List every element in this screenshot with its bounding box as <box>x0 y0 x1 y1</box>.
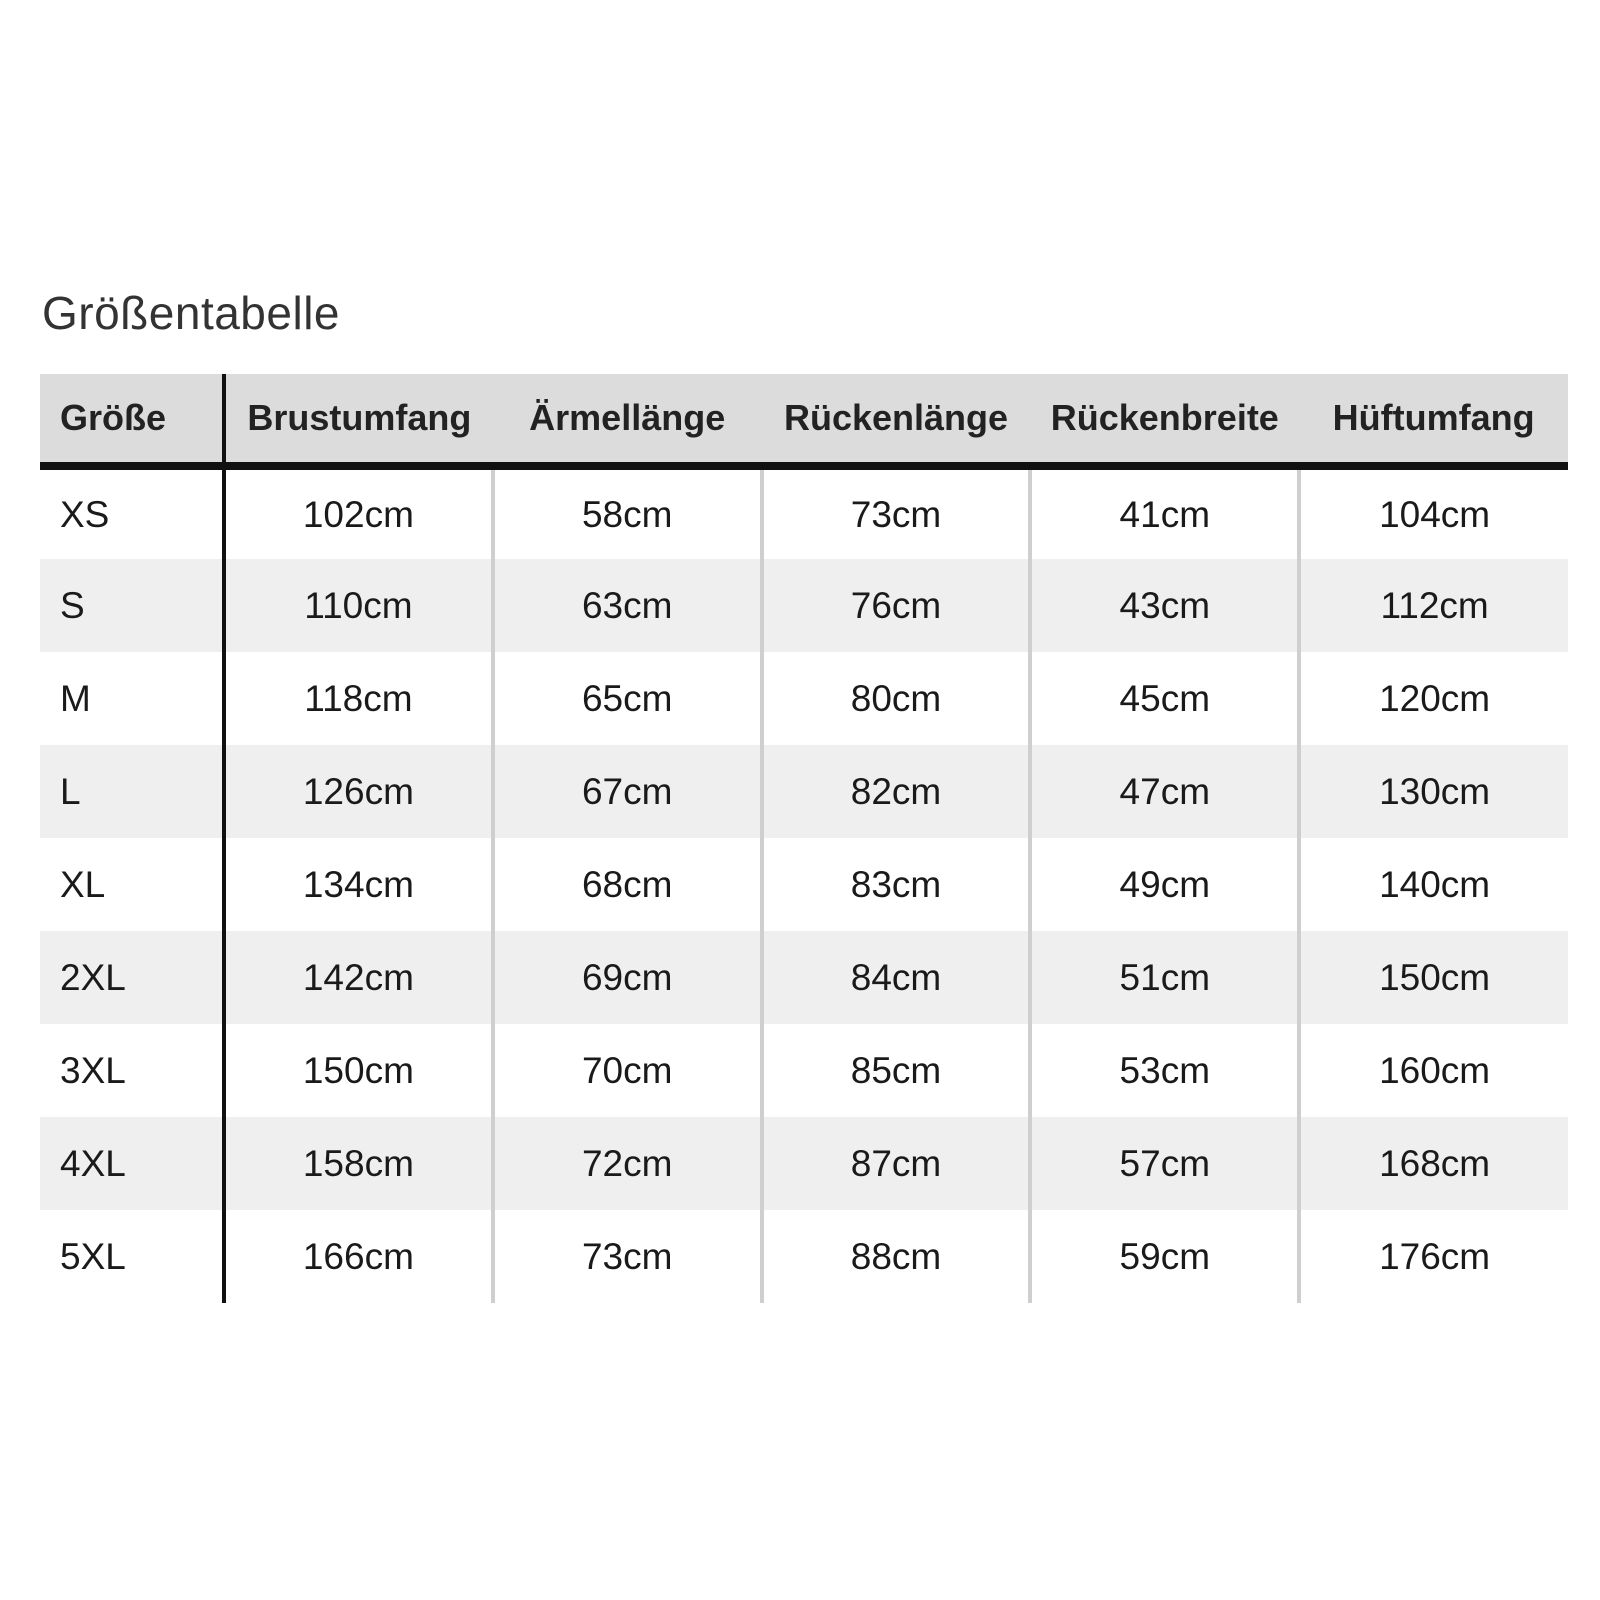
sleeve-cell: 69cm <box>493 931 762 1024</box>
back-width-cell: 49cm <box>1030 838 1299 931</box>
table-row <box>40 1117 1568 1210</box>
size-cell: 2XL <box>40 931 224 1024</box>
table-row <box>40 466 1568 559</box>
chest-cell: 150cm <box>224 1024 493 1117</box>
chest-cell: 102cm <box>224 466 493 559</box>
back-length-cell: 87cm <box>762 1117 1031 1210</box>
table-row <box>40 1210 1568 1303</box>
sleeve-cell: 65cm <box>493 652 762 745</box>
back-width-cell: 41cm <box>1030 466 1299 559</box>
chest-cell: 126cm <box>224 745 493 838</box>
hip-cell: 176cm <box>1379 1235 1491 1277</box>
back-width-cell: 59cm <box>1030 1210 1299 1303</box>
size-cell: M <box>40 652 224 745</box>
size-cell: 3XL <box>40 1024 224 1117</box>
table-row <box>40 652 1568 745</box>
back-length-cell: 76cm <box>762 559 1031 652</box>
header-chest: Brustumfang <box>224 374 493 466</box>
hip-cell: 140cm <box>1379 863 1491 905</box>
back-width-cell: 47cm <box>1030 745 1299 838</box>
hip-cell: 168cm <box>1379 1142 1491 1184</box>
back-width-cell: 45cm <box>1030 652 1299 745</box>
chest-cell: 166cm <box>224 1210 493 1303</box>
header-size: Größe <box>40 374 224 466</box>
back-width-cell: 51cm <box>1030 931 1299 1024</box>
table-row <box>40 838 1568 931</box>
size-cell: S <box>40 559 224 652</box>
page-title: Größentabelle <box>42 287 340 339</box>
sleeve-cell: 67cm <box>493 745 762 838</box>
table-row <box>40 931 1568 1024</box>
back-length-cell: 80cm <box>762 652 1031 745</box>
size-cell: 5XL <box>40 1210 224 1303</box>
back-width-cell: 53cm <box>1030 1024 1299 1117</box>
size-cell: XL <box>40 838 224 931</box>
size-table-container <box>40 374 1568 1303</box>
back-width-cell: 57cm <box>1030 1117 1299 1210</box>
chest-cell: 110cm <box>224 559 493 652</box>
table-row <box>40 559 1568 652</box>
sleeve-cell: 58cm <box>493 466 762 559</box>
chest-cell: 142cm <box>224 931 493 1024</box>
table-row <box>40 1024 1568 1117</box>
header-sleeve-length: Ärmellänge <box>493 374 762 466</box>
back-length-cell: 88cm <box>762 1210 1031 1303</box>
back-length-cell: 84cm <box>762 931 1031 1024</box>
sleeve-cell: 73cm <box>493 1210 762 1303</box>
hip-cell: 112cm <box>1380 584 1489 626</box>
size-cell: XS <box>40 466 224 559</box>
hip-cell: 120cm <box>1379 677 1491 719</box>
size-cell: 4XL <box>40 1117 224 1210</box>
header-back-width: Rückenbreite <box>1030 374 1299 466</box>
hip-cell: 104cm <box>1379 493 1491 535</box>
back-length-cell: 83cm <box>762 838 1031 931</box>
chest-cell: 118cm <box>224 652 493 745</box>
back-width-cell: 43cm <box>1030 559 1299 652</box>
sleeve-cell: 68cm <box>493 838 762 931</box>
back-length-cell: 73cm <box>762 466 1031 559</box>
size-cell: L <box>40 745 224 838</box>
hip-cell: 150cm <box>1379 956 1491 998</box>
sleeve-cell: 70cm <box>493 1024 762 1117</box>
hip-cell: 160cm <box>1379 1049 1491 1091</box>
table-row <box>40 745 1568 838</box>
table-header-row <box>40 374 1568 466</box>
back-length-cell: 82cm <box>762 745 1031 838</box>
back-length-cell: 85cm <box>762 1024 1031 1117</box>
chest-cell: 134cm <box>224 838 493 931</box>
chest-cell: 158cm <box>224 1117 493 1210</box>
sleeve-cell: 63cm <box>493 559 762 652</box>
header-back-length: Rückenlänge <box>762 374 1031 466</box>
sleeve-cell: 72cm <box>493 1117 762 1210</box>
size-table <box>40 374 1568 1303</box>
hip-cell: 130cm <box>1379 770 1491 812</box>
header-hip: Hüftumfang <box>1299 374 1568 466</box>
